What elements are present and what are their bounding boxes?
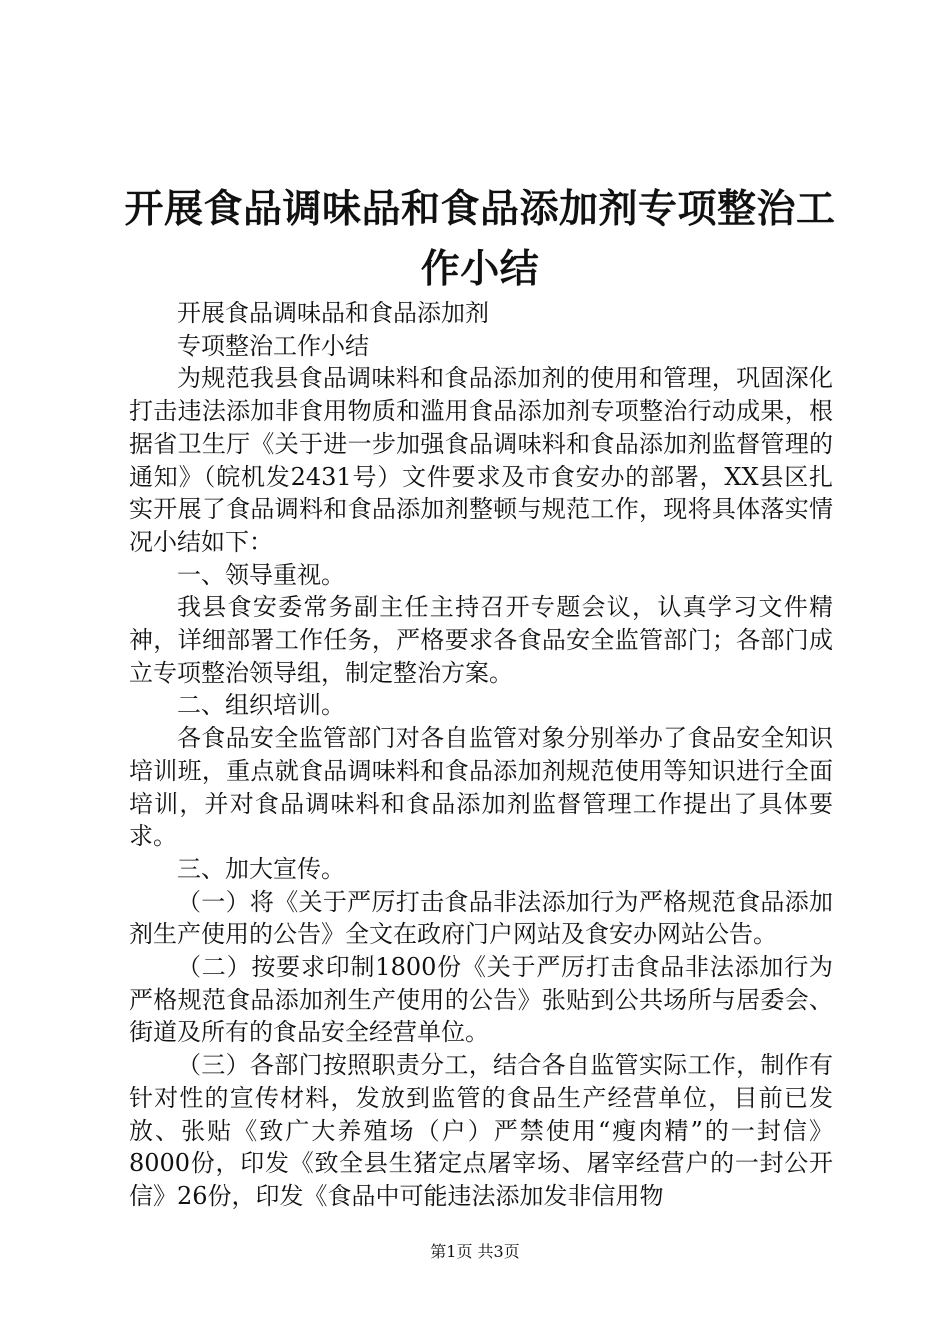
document-body <box>129 297 833 1213</box>
document-title: 开展食品调味品和食品添加剂专项整治工作小结 <box>124 187 836 292</box>
paragraph-subtitle-line-1: 开展食品调味品和食品添加剂 <box>177 299 489 327</box>
page-footer: 第1页 共3页 <box>430 1242 520 1261</box>
section-heading-3: 三、加大宣传。 <box>177 854 345 883</box>
paragraph-item-3: （三）各部门按照职责分工，结合各自监管实际工作，制作有针对性的宣传材料，发放到监管的食品生产经营单位，目前已发放、张贴《致广大养殖场（户）严禁使用“瘦肉精”的一封信》8000份，印发《致全县生猪定点屠宰场、屠宰经营户的一封公开信》26份，印发《食品中可能违法添加发非信用物 <box>129 1051 833 1210</box>
paragraph-section-1: 我县食安委常务副主任主持召开专题会议，认真学习文件精神，详细部署工作任务，严格要求各食品安全监管部门；各部门成立专项整治领导组，制定整治方案。 <box>129 593 833 687</box>
paragraph-section-2: 各食品安全监管部门对各自监管对象分别举办了食品安全知识培训班，重点就食品调味料和食品添加剂规范使用等知识进行全面培训，并对食品调味料和食品添加剂监督管理工作提出了具体要求。 <box>129 724 833 851</box>
paragraph-item-2: （二）按要求印制1800份《关于严厉打击食品非法添加行为严格规范食品添加剂生产使用的公告》张贴到公共场所与居委会、街道及所有的食品安全经营单位。 <box>129 953 833 1047</box>
section-heading-2: 二、组织培训。 <box>177 691 345 720</box>
section-heading-1: 一、领导重视。 <box>177 560 345 589</box>
paragraph-item-1: （一）将《关于严厉打击食品非法添加行为严格规范食品添加剂生产使用的公告》全文在政府门户网站及食安办网站公告。 <box>129 887 833 949</box>
paragraph-subtitle-line-2: 专项整治工作小结 <box>177 331 369 360</box>
paragraph-intro: 为规范我县食品调味料和食品添加剂的使用和管理，巩固深化打击违法添加非食用物质和滥用食品添加剂专项整治行动成果，根据省卫生厅《关于进一步加强食品调味料和食品添加剂监督管理的通知》（皖机发2431号）文件要求及市食安办的部署，XX县区扎实开展了食品调料和食品添加剂整顿与规范工作，现将具体落实情况小结如下： <box>129 364 833 556</box>
